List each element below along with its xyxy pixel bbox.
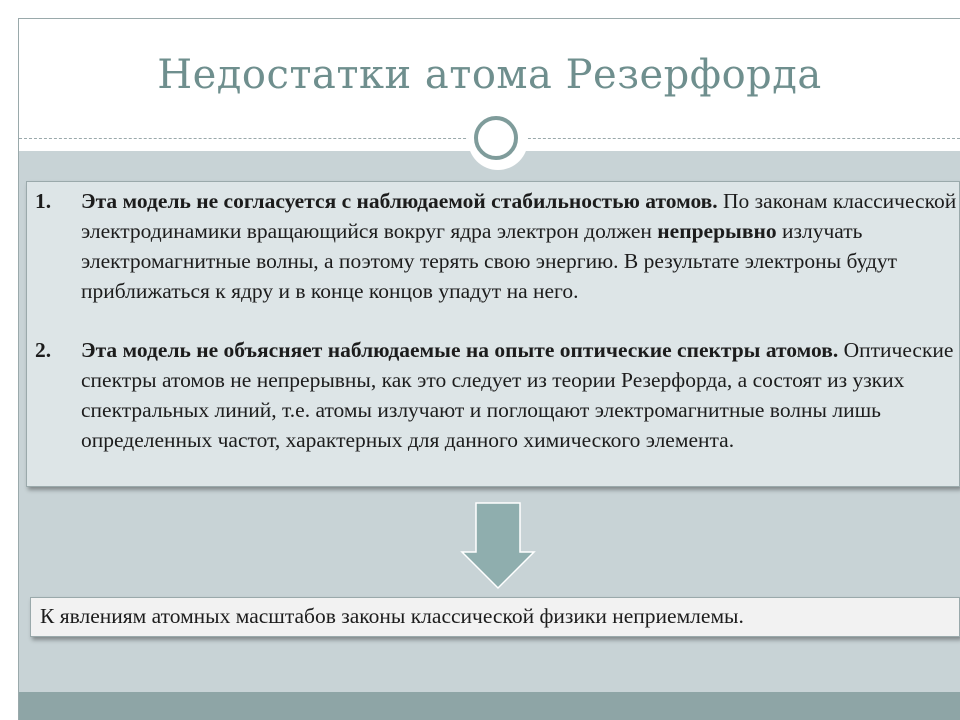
top-border — [18, 18, 960, 19]
conclusion-text: К явлениям атомных масштабов законы классической физики неприемлемы. — [40, 604, 744, 628]
down-arrow-icon — [460, 502, 536, 590]
slide-title: Недостатки атома Резерфорда — [157, 52, 822, 98]
content-textbox — [26, 181, 960, 487]
list-item-emphasis: непрерывно — [657, 219, 777, 243]
list-number: 2. — [35, 338, 52, 362]
list-number: 1. — [35, 189, 52, 213]
list-item-text — [81, 335, 960, 455]
list-item-body-cont: излучать электромагнитные волны, а поэтому терять свою энергию. В результате электроны будут приближаться к ядру и в конце концов упадут на него. — [81, 219, 898, 303]
list-item-body: По законам классической электродинамики вращающийся вокруг ядра электрон должен — [81, 189, 957, 243]
circle-ornament-ring — [474, 116, 518, 160]
list-item-body: Оптические спектры атомов не непрерывны, как это следует из теории Резерфорда, а состоят из узких спектральных линий, т.е. атомы излучают и поглощают электромагнитные волны лишь определенных частот, характерных для данного химического элемента. — [81, 338, 954, 452]
footer-band — [19, 692, 960, 720]
list-item-lead: Эта модель не объясняет наблюдаемые на опыте оптические спектры атомов. — [81, 338, 839, 362]
list-item-lead: Эта модель не согласуется с наблюдаемой стабильностью атомов. — [81, 189, 718, 213]
conclusion-box — [30, 597, 960, 637]
list-item-text — [81, 186, 960, 306]
